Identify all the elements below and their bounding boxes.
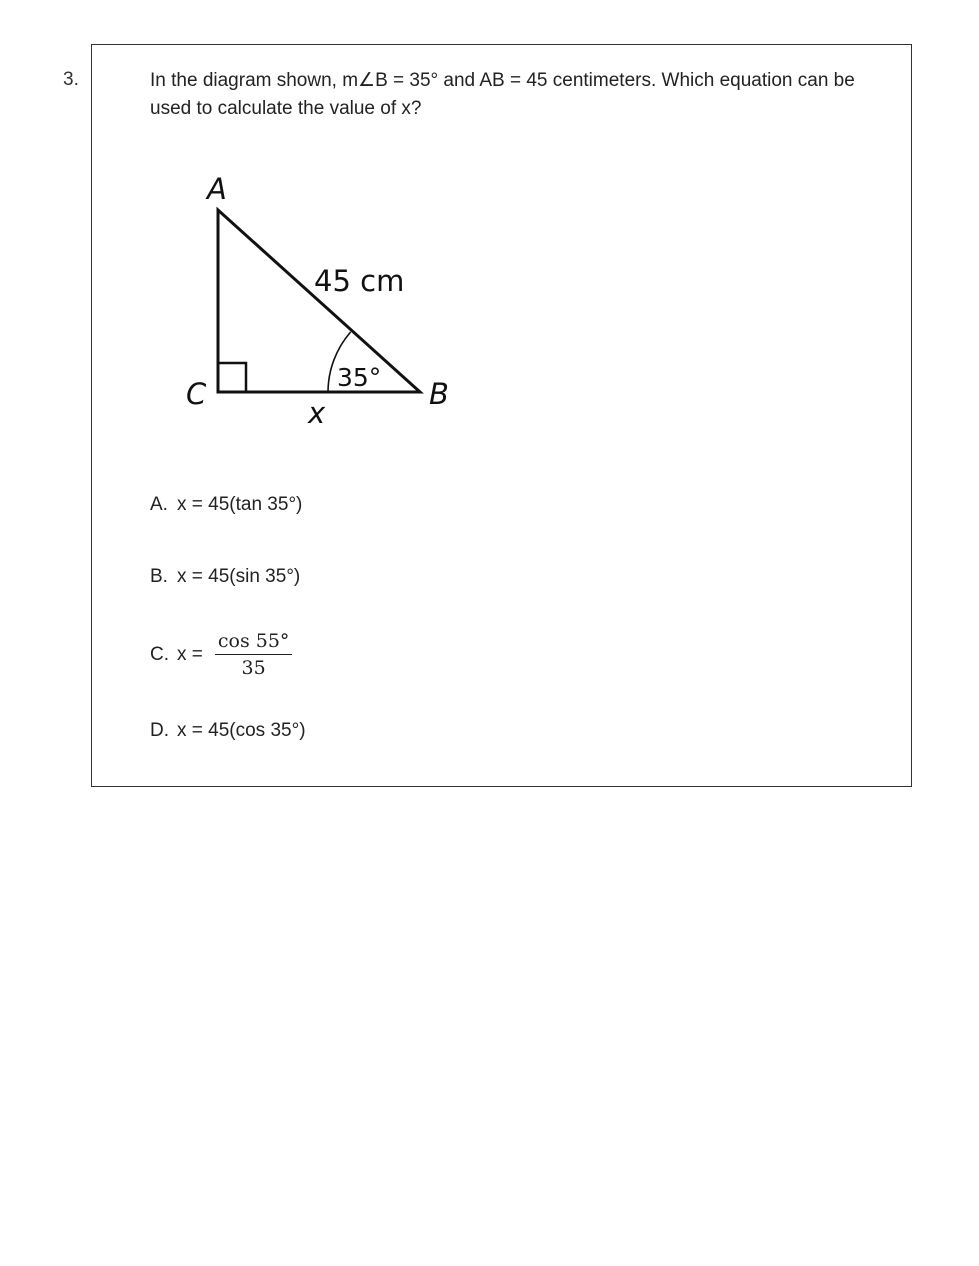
choice-c-fraction bbox=[215, 630, 293, 679]
choice-d-text: x = 45(cos 35°) bbox=[177, 720, 306, 741]
vertex-b-label: B bbox=[429, 377, 449, 411]
question-stem: In the diagram shown, m∠B = 35° and AB = 45 centimeters. Which equation can be used to calculate the value of x? bbox=[150, 70, 855, 119]
hypotenuse-label: 45 cm bbox=[314, 264, 405, 298]
triangle-diagram bbox=[170, 160, 470, 430]
choice-a-letter: A. bbox=[150, 494, 168, 515]
vertex-c-label: C bbox=[186, 377, 207, 411]
angle-label: 35° bbox=[337, 363, 382, 392]
vertex-a-label: A bbox=[207, 172, 227, 206]
choice-d-letter: D. bbox=[150, 720, 169, 741]
choice-c[interactable] bbox=[150, 630, 292, 679]
fraction-denominator: 35 bbox=[241, 657, 266, 679]
triangle-abc bbox=[218, 210, 420, 392]
question-number: 3. bbox=[63, 69, 79, 90]
choice-c-prefix: x = bbox=[177, 643, 203, 665]
choice-d[interactable] bbox=[150, 720, 306, 742]
fraction-numerator: cos 55° bbox=[215, 630, 293, 655]
choice-b-letter: B. bbox=[150, 566, 168, 587]
right-angle-marker bbox=[218, 363, 246, 392]
choice-b[interactable] bbox=[150, 566, 300, 588]
choice-a[interactable] bbox=[150, 494, 302, 516]
choice-b-text: x = 45(sin 35°) bbox=[177, 566, 301, 587]
choice-c-letter: C. bbox=[150, 643, 169, 665]
choice-a-text: x = 45(tan 35°) bbox=[177, 494, 303, 515]
side-x-label: x bbox=[308, 396, 326, 430]
